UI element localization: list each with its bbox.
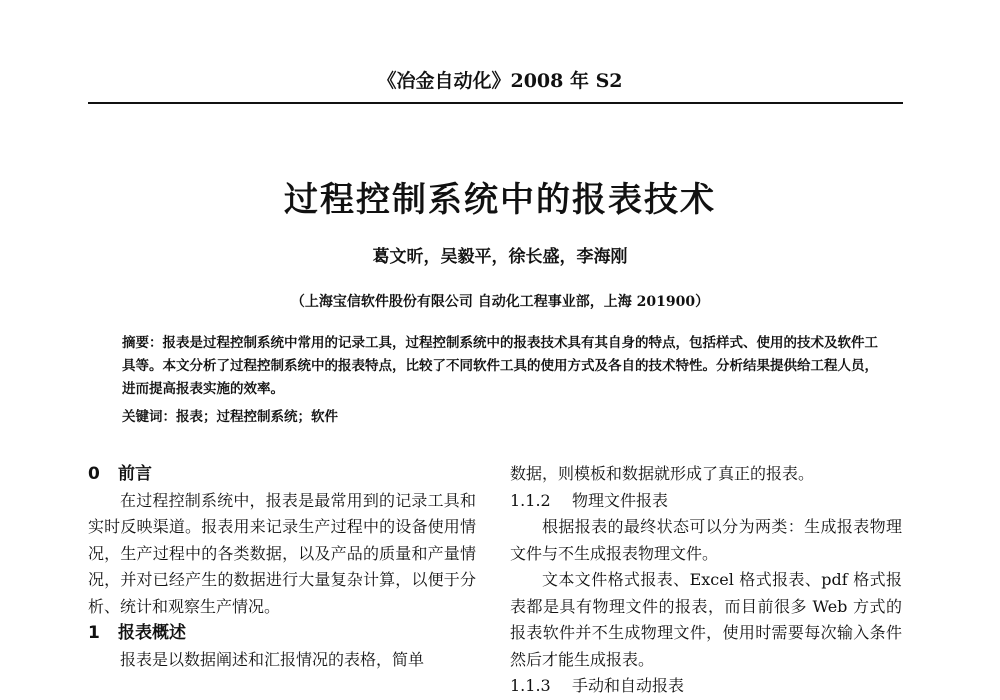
subsection-title: 手动和自动报表 xyxy=(572,676,685,695)
body-paragraph: 文本文件格式报表、Excel 格式报表、pdf 格式报表都是具有物理文件的报表，而目前很多 Web 方式的报表软件并不生成物理文件，使用时需要每次输入条件然后才能生成报表。 xyxy=(510,570,902,669)
section-title: 报表概述 xyxy=(118,623,186,643)
subsection-heading-1-1-2 xyxy=(510,488,902,515)
keywords-label: 关键词： xyxy=(122,409,176,425)
subsection-number: 1.1.2 xyxy=(510,490,551,510)
section-heading-1 xyxy=(88,620,476,647)
section-title: 前言 xyxy=(118,464,152,484)
continued-paragraph: 数据，则模板和数据就形成了真正的报表。 xyxy=(510,464,815,483)
subsection-number: 1.1.3 xyxy=(510,676,551,695)
body-paragraph: 根据报表的最终状态可以分为两类：生成报表物理文件与不生成报表物理文件。 xyxy=(510,517,902,563)
right-column xyxy=(510,461,902,700)
abstract-label: 摘要： xyxy=(122,335,163,351)
section-paragraph: 报表是以数据阐述和汇报情况的表格，简单 xyxy=(120,649,425,669)
abstract-text: 报表是过程控制系统中常用的记录工具，过程控制系统中的报表技术具有其自身的特点，包括样式、使用的技术及软件工具等。本文分析了过程控制系统中的报表特点，比较了不同软件工具的使用方式及各自的技术特性。分析结果提供给工程人员，进而提高报表实施的效率。 xyxy=(122,335,878,397)
paper-title: 过程控制系统中的报表技术 xyxy=(284,180,716,220)
abstract xyxy=(122,332,878,401)
section-number: 0 xyxy=(88,464,100,484)
journal-header: 《冶金自动化》2008 年 S2 xyxy=(377,70,623,92)
keywords xyxy=(122,406,878,429)
left-column xyxy=(88,461,476,673)
section-paragraph: 在过程控制系统中，报表是最常用到的记录工具和实时反映渠道。报表用来记录生产过程中的设备使用情况，生产过程中的各类数据，以及产品的质量和产量情况，并对已经产生的数据进行大量复杂计算，以便于分析、统计和观察生产情况。 xyxy=(88,490,476,616)
paper-affiliation: （上海宝信软件股份有限公司 自动化工程事业部，上海 201900） xyxy=(290,294,710,310)
header-rule xyxy=(88,102,903,104)
subsection-heading-1-1-3 xyxy=(510,673,902,700)
subsection-title: 物理文件报表 xyxy=(572,490,669,510)
keywords-text: 报表；过程控制系统；软件 xyxy=(176,409,338,425)
paper-authors: 葛文昕，吴毅平，徐长盛，李海刚 xyxy=(372,247,628,267)
section-number: 1 xyxy=(88,623,100,643)
section-heading-0 xyxy=(88,461,476,488)
